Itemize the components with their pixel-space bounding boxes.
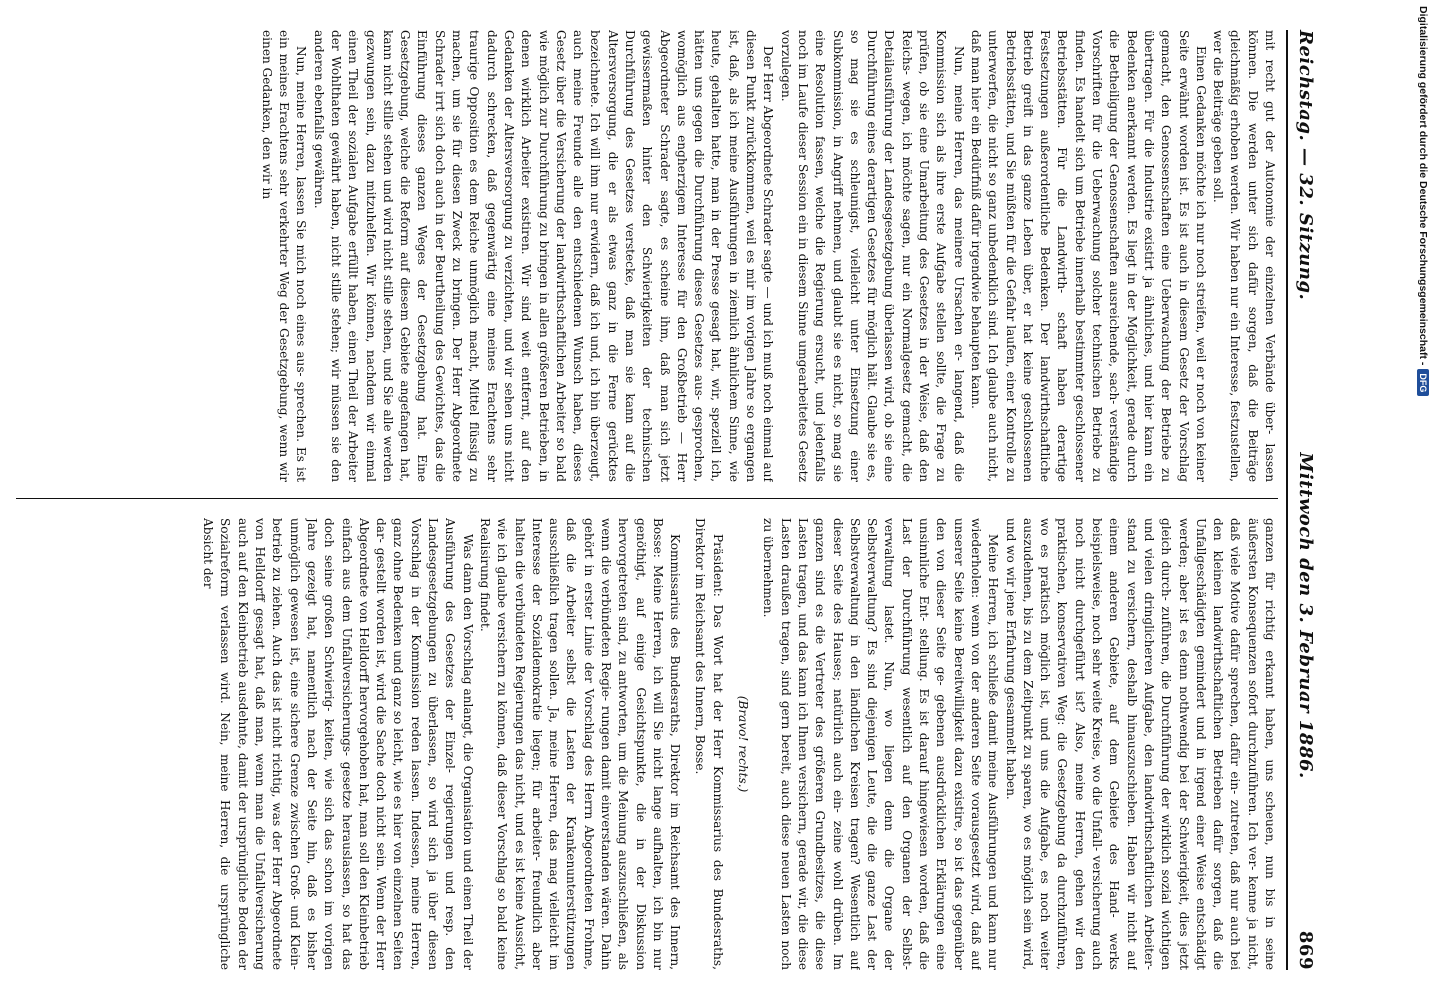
right-column (16, 518, 1278, 970)
paragraph: mit recht gut der Autonomie der einzelnen Verbände über- lassen können. Die werden unter sich dafür sorgen, daß die Beiträge gleichmäßig erhoben werden. Wir haben nur ein Interesse, festzustellen, wer die Beiträge geben soll. (1211, 30, 1277, 482)
paragraph: Nun, meine Herren, lassen Sie mich noch eines aus- sprechen. Es ist ein meines Erachtens sehr verkehrter Weg der Gesetzgebung, wenn wir einen Gedanken, den wir in (259, 30, 309, 482)
paragraph: Was dann den Vorschlag anlangt, die Organisation und einen Theil der Ausführung des Gesetzes der Einzel- regierungen und resp. den Landesgesetzgebungen zu überlassen, so wird sich ja über diesen Vorschlag in der Kommission reden lassen. Indessen, meine Herren, ganz ohne Bedenken und ganz so leicht, wie es hier von einzelnen Seiten dar- gestellt worden ist, wird die Sache doch nicht sein. Wenn der Herr Abgeordnete von Helldorff hervorgehoben hat, man soll den Kleinbetrieb einfach aus dem Unfallversicherungs- gesetze herauslassen, so hat das doch seine großen Schwierig- keiten, wie sich das schon im vorigen Jahre gezeigt hat, namentlich nach der Seite hin, daß es bisher unmöglich gewesen ist, eine sichere Grenze zwischen Groß- und Klein- betrieb zu ziehen. Auch das ist nicht richtig, was der Herr Abgeordnete von Helldorff gesagt hat, daß man, wenn man die Unfallversicherung auch auf den Kleinbetrieb ausdehnte, damit der ursprüngliche Boden der Sozialreform verlassen wird. Nein, meine Herren, die ursprüngliche Absicht der (201, 518, 475, 970)
paragraph: Kommissarius des Bundesraths, Direktor im Reichsamt des Innern, Bosse: Meine Herren, ich will Sie nicht lange aufhalten, ich bin nur genöthigt, auf einige Gesichtspunkte, die in der Diskussion hervorgetreten sind, zu antworten, um die Meinung auszuschließen, als wenn die verbündeten Regie- rungen damit einverstanden wären. Dahin gehört in erster Linie der Vorschlag des Herrn Abgeordneten Frohme, daß die Arbeiter selbst die Lasten der Krankenunterstützungen ausschließlich tragen sollen. Ja, meine Herren, das mag vielleicht im Interesse der Sozialdemokratie liegen; für arbeiter- freundlich aber halten die verbündeten Regierungen das nicht, und es ist keine Aussicht, wie ich glaube versichern zu können, daß dieser Vorschlag so bald keine Realisirung findet. (477, 518, 683, 970)
paragraph: ganzen für richtig erkannt haben, uns scheuen, nun bis in seine äußersten Konsequenzen sofort durchzuführen. Ich ver- kenne ja nicht, daß viele Motive dafür sprechen, dafür ein- zutreten, daß nur auch bei den kleinen landwirthschaftlichen Betrieben dafür sorgen, daß die Unfallgeschädigten gemindert und in irgend einer Weise entschädigt werden; aber ist es denn nothwendig bei der Schwierigkeit, dies jetzt gleich durch- zuführen, die Durchführung der wirklich sozial wichtigen und vielen dringlicheren Aufgabe, den landwirthschaftlichen Arbeiter- stand zu versichern, deshalb hinauszuschieben. Haben wir nicht auf einem anderen Gebiete, auf dem Gebiete des Hand- werks beispielsweise, noch sehr weite Kreise, wo die Unfall- versicherung auch noch nicht durchgeführt ist? Also, meine Herren, gehen wir den praktischen, konservativen Weg: die Gesetzgebung da durchzuführen, wo es praktisch möglich ist, und uns die Aufgabe, es noch weiter auszudehnen, bis zu dem Zeitpunkt zu sparen, wo es möglich sein wird, und wo wir jene Erfahrung gesammelt haben. (1003, 518, 1277, 970)
paragraph: Einen Gedanken möchte ich nur noch streifen, weil er noch von keiner Seite erwähnt worden ist. Es ist auch in diesem Gesetz der Vorschlag gemacht, den Genossenschaften eine Ueberwachung der Betriebe zu übertragen. Für die Industrie existirt ja ähnliches, und hier kann ein Bedenken anerkannt werden. Es liegt in der Möglichkeit, gerade durch die Betheiligung der Genossenschaften ausreichende, sach- verständige Vorschriften für die Ueberwachung solcher technischen Betriebe zu finden. Es handelt sich um Betriebe innerhalb bestimmter geschlossener Betriebsstätten. Für die Landwirth- schaft haben derartige Festsetzungen außerordentliche Bedenken. Der landwirthschaftliche Betrieb greift in das ganze Leben über, er hat keine geschlossenen Betriebsstätten, und Sie müßten für die Gefahr laufen, einer Kontrolle zu unterwerfen, die nicht so ganz unbedenklich sind. Ich glaube auch nicht, daß man hier ein Bedürfniß dafür irgendwie behaupten kann. (968, 30, 1208, 482)
page-number: 869 (1295, 930, 1317, 970)
column-divider (16, 498, 1278, 499)
paragraph: Nun, meine Herren, das meinere Ursachen er- langend, daß die Kommission sich als ihre erste Aufgabe stellen sollte, die Frage zu prüfen, ob sie eine Umarbeitung des Gesetzes in der Weise, daß den Reichs- wegen, ich möchte sagen, nur ein Normalgesetz gemacht, die Detailausführung der Landesgesetzgebung überlassen wird, ob sie eine Durchführung eines derartigen Gesetzes für möglich hält. Glaube sie es, so mag sie es schleunigst, vielleicht unter Einsetzung einer Subkommission, in Angriff nehmen, und glaubt sie es nicht, so mag sie eine Resolution fassen, welche die Regierung ersucht, und jedenfalls noch im Laufe dieser Session ein in diesem Sinne umgearbeitetes Gesetz vorzulegen. (778, 30, 966, 482)
credit-text: Digitalisierung gefördert durch die Deutsche Forschungsgemeinschaft - (1417, 6, 1429, 366)
header-rule (1286, 30, 1288, 970)
dfg-logo: DFG (1417, 369, 1429, 396)
president-statement: Präsident: Das Wort hat der Herr Kommissarius des Bundesraths, Direktor im Reichsamt des Innern, Bosse. (693, 518, 725, 970)
applause-note: (Bravo! rechts.) (736, 695, 751, 793)
paragraph: Meine Herren, ich schließe damit meine Ausführungen und kann nur wiederholen: wenn von der anderen Seite vorausgesetzt wird, daß auf unserer Seite keine Bereitwilligkeit dazu existire, so ist das gegenüber den von dieser Seite ge- gebenen ausdrücklichen Erklärungen eine unsinnliche Ent- stellung. Es ist darauf hingewiesen worden, daß die Last der Durchführung wesentlich auf den Organen der Selbst- verwaltung lastet. Nun, wo liegen denn die Organe der Selbstverwaltung? Es sind diejenigen Leute, die die ganze Last der Selbstverwaltung in den ländlichen Kreisen tragen? Wesentlich auf dieser Seite des Hauses; natürlich auch ein- zeine wohl drüben. Im ganzen sind es die Vertreter des größeren Grundbesitzes, die diese Lasten tragen, und das kann ich Ihnen versichern, gerade wir, die diese Lasten draußen tragen, sind gern bereit, auch diese neuen Lasten noch zu übernehmen. (761, 518, 1001, 970)
digitization-credit (1412, 6, 1432, 986)
left-column (16, 30, 1278, 482)
paragraph: Der Herr Abgeordnete Schrader sagte — und ich muß noch einmal auf diesen Punkt zurückkommen, weil es mir im vorigen Jahre so ergangen ist, daß, als ich meine Ausführungen in ziemlich ähnlichem Sinne, wie heute, gehalten hatte, man in der Presse gesagt hat, wir, speziell ich, hätten uns gegen die Durchführung dieses Gesetzes aus- gesprochen, womöglich aus engherzigem Interesse für den Großbetrieb — Herr Abgeordneter Schrader sagte, es scheine ihm, daß man sich jetzt gewissermaßen hinter den Schwierigkeiten der technischen Durchführung des Gesetzes verstecke, daß man sie kann auf die Altersversorgung, die er als etwas ganz in die Ferne gerücktes bezeichnete. Ich will ihm nur erwidern, daß ich und, ich bin überzeugt, auch meine Freunde alle den entschiedenen Wunsch haben, dieses Gesetz über die Versicherung der landwirthschaftlichen Arbeiter so bald wie möglich zur Durchführung zu bringen in allen größeren Betrieben, in denen wirklich Arbeiter existiren. Wir sind weit entfernt, auf den Gedanken der Altersversorgung zu verzichten, und wir sehen uns nicht dadurch schrecken, daß gegenwärtig eine meines Erachtens sehr traurige Opposition es dem Reiche unmöglich macht, Mittel flüssig zu machen, um sie für diesen Zweck zu bringen. Der Herr Abgeordnete Schrader irrt sich doch auch in der Beurtheilung des Gewichtes, das die Einführung dieses ganzen Weges der Gesetzgebung hat. Eine Gesetzgebung, welche die Reform auf diesem Gebiete angefangen hat, kann nicht stille stehen und wird nicht stille stehen, und Sie alle werden gezwungen sein, dazu mitzuhelfen. Wir können, nachdem wir einmal einen Theil der sozialen Aufgabe erfüllt haben, einen Theil der Arbeiter der Wohlthaten gewährt haben, nicht stille stehen; wir müssen sie den anderen ebenfalls gewähren. (311, 30, 776, 482)
header-left: Reichstag. — 32. Sitzung. (1295, 30, 1317, 301)
header-date: Mittwoch den 3. Februar 1886. (1295, 452, 1317, 779)
page-header (1292, 30, 1320, 970)
